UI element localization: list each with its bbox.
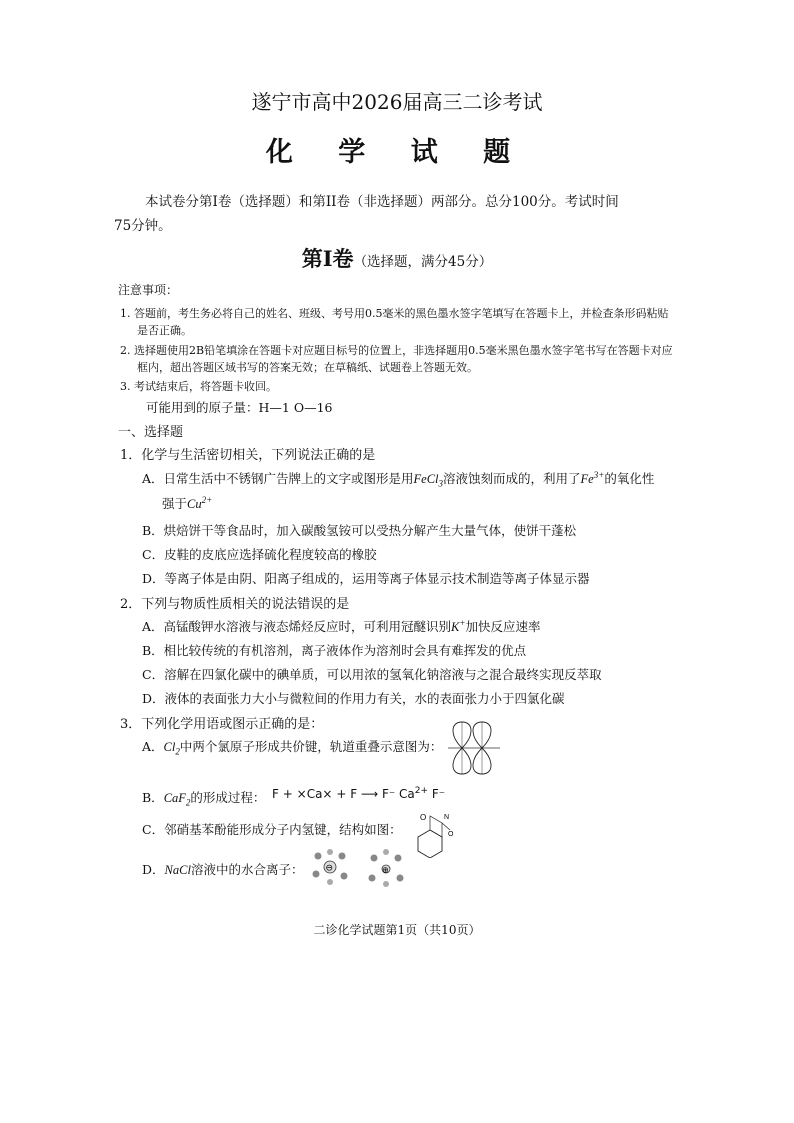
cation-sign: ⊕ — [382, 865, 389, 875]
q1-option-a-line-2: 强于$Cu^{2+}$ — [162, 494, 213, 511]
section-title: 一、选择题 — [118, 425, 184, 440]
q2-option-d: D．液体的表面张力大小与微粒间的作用力有关，水的表面张力小于四氯化碳 — [142, 691, 565, 706]
atomic-masses: 可能用到的原子量：H—1 O—16 — [146, 400, 333, 415]
hydroxyl-oxygen: O — [448, 831, 454, 838]
part-title — [0, 243, 794, 273]
q1-a-fecl3: FeCl$_3$ — [413, 472, 444, 489]
intro-line-1: 本试卷分第Ⅰ卷（选择题）和第II卷（非选择题）两部分。总分100分。考试时间 — [145, 194, 619, 210]
question-1-stem: 1．化学与生活密切相关，下列说法正确的是 — [120, 448, 376, 463]
ca-ion: Ca — [399, 787, 415, 801]
q2-option-a: A．高锰酸钾水溶液与液态烯烃反应时，可利用冠醚识别K+加快反应速率 — [142, 617, 541, 634]
q1-a-text-3: 的氧化性 — [604, 471, 655, 486]
q2-option-c: C．溶解在四氯化碳中的碘单质，可以用浓的氢氧化钠溶液与之混合最终实现反萃取 — [142, 667, 602, 682]
q2-a-k-ion: K+ — [451, 617, 466, 634]
q1-a-text-1: A．日常生活中不锈钢广告牌上的文字或图形是用 — [142, 471, 414, 486]
notice-item-2-line-2: 框内，超出答题区域书写的答案无效；在草稿纸、试题卷上答题无效。 — [137, 361, 478, 374]
hydrated-sodium-ion — [369, 849, 404, 887]
f-ion-1: F — [381, 787, 389, 801]
notice-heading: 注意事项： — [118, 283, 179, 297]
q1-a-fe-ion: $Fe^{3+}$ — [580, 469, 605, 486]
notice-item-1-line-1: 1. 答题前，考生务必将自己的姓名、班级、考号用0.5毫米的黑色墨水签字笔填写在答题卡上，并检查条形码粘贴 — [120, 307, 669, 320]
f-atom-1: F — [272, 787, 279, 801]
hydrated-ions-figure — [310, 846, 410, 888]
q3-d-nacl: NaCl — [164, 863, 191, 877]
q3-option-b: B．CaF$_2$的形成过程： — [142, 790, 266, 808]
q3-a-cl2: $Cl_2$ — [163, 740, 180, 757]
part-title-sub: （选择题，满分45分） — [353, 254, 493, 270]
ca-atom: Ca — [306, 787, 323, 801]
q3-option-a: A．$Cl_2$中两个氯原子形成共价键，轨道重叠示意图为： — [142, 739, 443, 757]
part-title-main: 第Ⅰ卷 — [301, 246, 354, 271]
question-3-stem: 3．下列化学用语或图示正确的是： — [120, 717, 324, 732]
q3-option-c: C．邻硝基苯酚能形成分子内氢键，结构如图： — [142, 822, 402, 837]
nitro-oxygen: O — [420, 813, 427, 822]
subject-title: 化 学 试 题 — [265, 137, 529, 168]
q1-option-b: B．烘焙饼干等食品时，加入碳酸氢铵可以受热分解产生大量气体，使饼干蓬松 — [142, 523, 577, 538]
page-footer: 二诊化学试题第1页（共10页） — [313, 923, 481, 937]
caf2-formation-equation: F + ×Ca× + F ⟶ F⁻ $Ca^{2+}$ F⁻ — [272, 786, 446, 801]
orbital-overlap-figure — [446, 718, 502, 776]
o-nitrophenol-structure — [414, 806, 460, 858]
q3-option-d: D．NaCl溶液中的水合离子： — [142, 862, 304, 877]
q1-option-d: D．等离子体是由阴、阳离子组成的，运用等离子体显示技术制造等离子体显示器 — [142, 571, 590, 586]
q1-a-text-2: 溶液蚀刻而成的，利用了 — [443, 471, 581, 486]
intro-line-2: 75分钟。 — [114, 218, 172, 234]
notice-item-2-line-1: 2. 选择题使用2B铅笔填涂在答题卡对应题目标号的位置上，非选择题用0.5毫米黑色墨水签字笔书写在答题卡对应 — [120, 344, 673, 357]
q3-b-caf2: CaF$_2$ — [163, 791, 191, 808]
school-title: 遂宁市高中2026届高三二诊考试 — [251, 90, 543, 114]
f-atom-2: F — [350, 787, 358, 801]
q2-option-b: B．相比较传统的有机溶剂，离子液体作为溶剂时会具有难挥发的优点 — [142, 643, 527, 658]
nitro-nitrogen: N — [444, 814, 450, 821]
f-ion-2: F — [431, 787, 439, 801]
hydrated-chloride-ion — [313, 849, 348, 885]
q1-option-c: C．皮鞋的皮底应选择硫化程度较高的橡胶 — [142, 547, 377, 562]
anion-sign: ⊖ — [325, 863, 334, 874]
q1-option-a — [142, 469, 654, 489]
question-2-stem: 2．下列与物质性质相关的说法错误的是 — [120, 597, 350, 612]
notice-item-3: 3. 考试结束后，将答题卡收回。 — [120, 380, 277, 393]
q1-a-cu-ion: $Cu^{2+}$ — [187, 494, 213, 511]
arrow-icon: ⟶ — [360, 787, 379, 801]
notice-item-1-line-2: 是否正确。 — [137, 324, 192, 337]
